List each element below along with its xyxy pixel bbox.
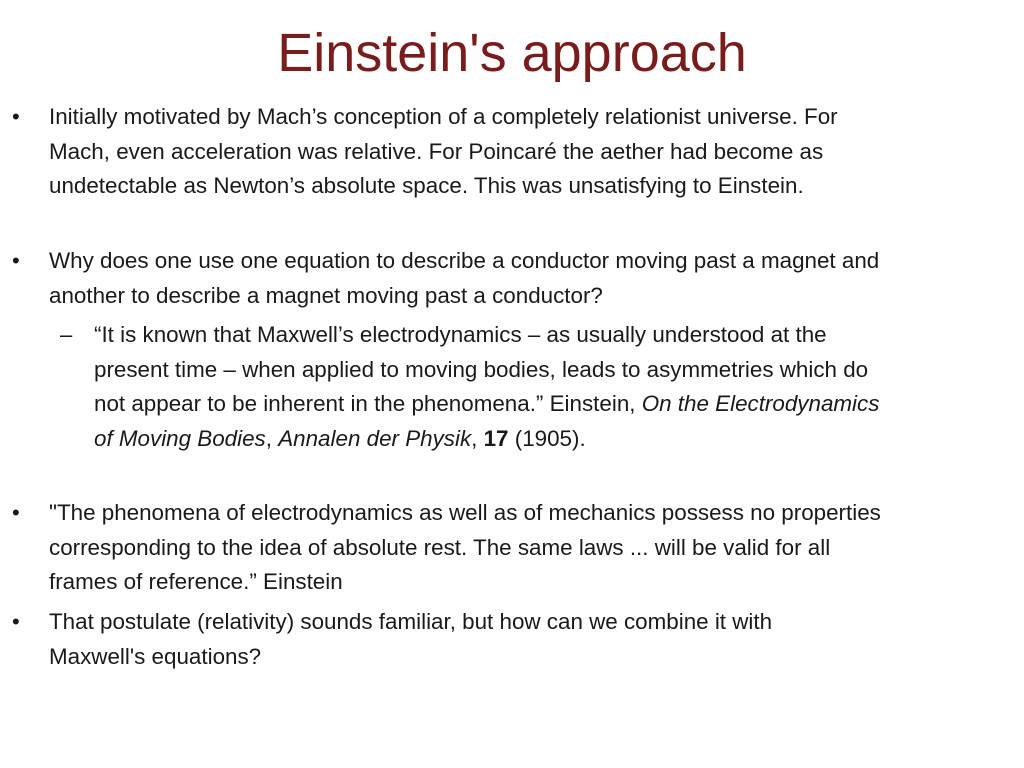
separator: , <box>265 425 279 451</box>
bullet-marker: • <box>12 609 20 634</box>
bullet-text <box>49 244 1015 313</box>
slide-title: Einstein's approach <box>277 23 747 83</box>
citation-year: (1905). <box>508 425 586 451</box>
quote-line: present time – when applied to moving bodies, leads to asymmetries which do <box>94 356 869 382</box>
bullet-line: corresponding to the idea of absolute rest. The same laws ... will be valid for all <box>49 534 831 560</box>
bullet-text <box>49 496 1015 600</box>
bullet-line: Initially motivated by Mach’s conception of a completely relationist universe. For <box>49 104 838 129</box>
bullet-marker: • <box>12 248 20 273</box>
quote-text: not appear to be inherent in the phenomena.” Einstein, <box>94 391 642 416</box>
bullet-line: another to describe a magnet moving past a conductor? <box>49 282 603 308</box>
citation-line <box>94 422 1019 457</box>
quote-line <box>94 387 1019 422</box>
paper-title-part: On the Electrodynamics <box>641 391 880 416</box>
bullet-marker: • <box>12 500 20 525</box>
bullet-marker: • <box>12 104 20 129</box>
bullet-line: That postulate (relativity) sounds familiar, but how can we combine it with <box>49 609 773 634</box>
bullet-text <box>49 605 1015 674</box>
sub-bullet-marker: – <box>60 322 73 347</box>
separator: , <box>471 425 484 451</box>
bullet-line: frames of reference.” Einstein <box>49 569 343 594</box>
journal-name: Annalen der Physik <box>278 425 472 451</box>
bullet-line: "The phenomena of electrodynamics as well as of mechanics possess no properties <box>49 500 881 525</box>
bullet-line: undetectable as Newton’s absolute space. This was unsatisfying to Einstein. <box>49 173 804 198</box>
bullet-line: Maxwell's equations? <box>49 643 262 669</box>
bullet-line: Mach, even acceleration was relative. For Poincaré the aether had become as <box>49 138 824 164</box>
bullet-line: Why does one use one equation to describe a conductor moving past a magnet and <box>49 248 880 273</box>
volume-number: 17 <box>483 425 509 451</box>
bullet-text <box>49 100 1015 204</box>
sub-bullet-text <box>94 318 1019 456</box>
quote-line: “It is known that Maxwell’s electrodynamics – as usually understood at the <box>94 322 827 347</box>
paper-title-part: of Moving Bodies <box>94 425 266 451</box>
